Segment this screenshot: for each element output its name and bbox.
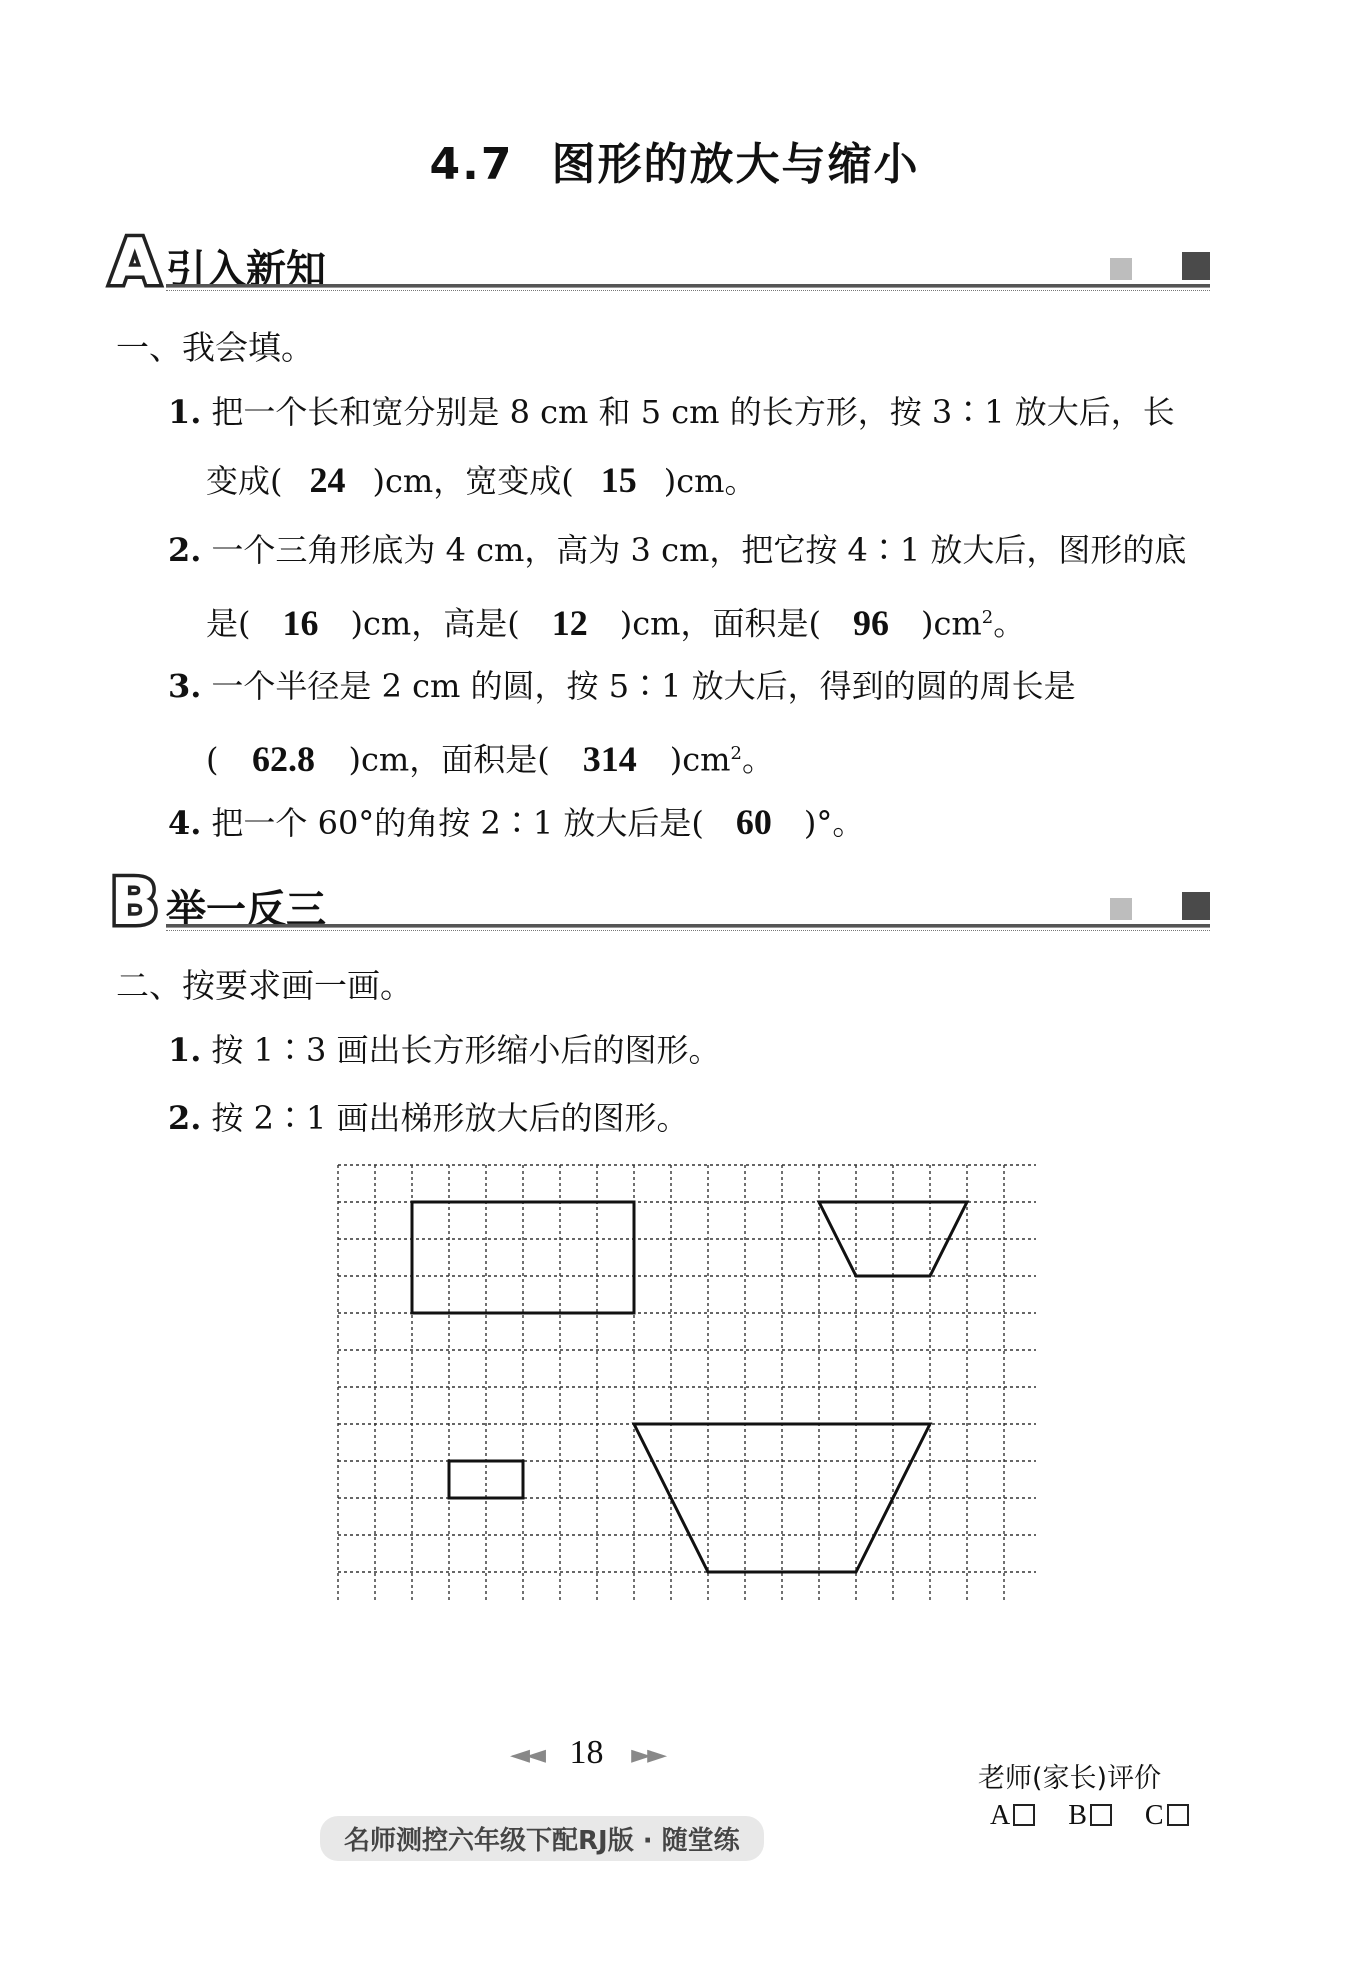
q1-mid: )cm，宽变成( <box>372 462 574 500</box>
page-title <box>0 128 1349 192</box>
eval-option-b-label: B <box>1068 1800 1087 1831</box>
q1-line2 <box>206 460 757 501</box>
q3-number: 3. <box>168 667 202 705</box>
eval-option-b-checkbox[interactable] <box>1090 1804 1112 1826</box>
q4-line1 <box>168 802 864 843</box>
section-a-header <box>110 228 1210 298</box>
q2-post: )cm <box>921 604 982 643</box>
grid-figure <box>336 1163 1036 1603</box>
section-b-square-dark <box>1182 892 1210 920</box>
section-a-letter: A <box>110 226 160 300</box>
section-a-label: 引入新知 <box>166 247 326 293</box>
q2-answer-base: 16 <box>282 602 319 643</box>
q1-line1 <box>168 392 1175 432</box>
q2-mid1: )cm，高是( <box>350 604 520 643</box>
q2-answer-height: 12 <box>551 602 588 643</box>
page-navigation <box>510 1734 663 1772</box>
eval-option-a[interactable] <box>990 1800 1035 1831</box>
q1-text: 把一个长和宽分别是 8 cm 和 5 cm 的长方形，按 3∶1 放大后，长 <box>211 393 1175 431</box>
part2-heading: 二、按要求画一画。 <box>116 966 413 1005</box>
q3-mid: )cm，面积是( <box>348 740 550 779</box>
q1-number: 1. <box>168 393 202 431</box>
section-b-square-light <box>1110 898 1132 920</box>
q2-line1 <box>168 530 1186 570</box>
q2-line2 <box>206 598 1025 644</box>
q4-answer-angle: 60 <box>735 802 772 842</box>
section-b-header <box>110 868 1210 938</box>
section-a-square-light <box>1110 258 1132 280</box>
title-number: 4.7 <box>429 139 514 190</box>
section-a-rule <box>166 284 1210 288</box>
part1-heading: 一、我会填。 <box>116 328 314 367</box>
part2-q1 <box>168 1030 720 1070</box>
eval-option-b[interactable] <box>1068 1800 1112 1831</box>
evaluation-options <box>990 1800 1215 1832</box>
next-arrows-icon: ►► <box>631 1740 664 1770</box>
part2-q2 <box>168 1098 688 1138</box>
q2-text: 一个三角形底为 4 cm，高为 3 cm，把它按 4∶1 放大后，图形的底 <box>211 531 1187 569</box>
q2-sup: 2 <box>981 607 994 628</box>
section-b-letter: B <box>110 866 159 940</box>
q3-answer-area: 314 <box>582 738 637 779</box>
q3-sup: 2 <box>730 743 742 764</box>
book-title: 名师测控六年级下配RJ版 · 随堂练 <box>320 1816 764 1861</box>
part2-q1-text: 按 1∶3 画出长方形缩小后的图形。 <box>211 1031 721 1069</box>
eval-option-a-checkbox[interactable] <box>1013 1804 1035 1826</box>
evaluation-title: 老师(家长)评价 <box>978 1763 1162 1794</box>
eval-option-c-checkbox[interactable] <box>1167 1804 1189 1826</box>
part2-q2-text: 按 2∶1 画出梯形放大后的图形。 <box>211 1099 689 1137</box>
q1-answer-width: 15 <box>600 460 637 500</box>
section-b-rule-dotted <box>166 930 1210 931</box>
q4-pre: 把一个 60°的角按 2∶1 放大后是( <box>211 804 704 842</box>
drawing-grid <box>336 1163 1036 1607</box>
q3-end: 。 <box>741 740 774 779</box>
q2-number: 2. <box>168 531 202 569</box>
eval-option-a-label: A <box>990 1800 1011 1831</box>
section-a-rule-dotted <box>166 290 1210 291</box>
q1-answer-length: 24 <box>309 460 346 500</box>
q3-line2 <box>206 734 774 780</box>
eval-option-c[interactable] <box>1145 1800 1189 1831</box>
q4-post: )°。 <box>803 804 865 842</box>
q2-end: 。 <box>993 604 1026 643</box>
q3-line1 <box>168 666 1076 706</box>
q3-answer-circumference: 62.8 <box>251 738 315 779</box>
q4-number: 4. <box>168 804 202 842</box>
q1-pre: 变成( <box>206 462 283 500</box>
section-b-label: 举一反三 <box>166 887 326 933</box>
q2-answer-area: 96 <box>853 602 889 643</box>
q3-pre: ( <box>206 740 219 779</box>
title-text: 图形的放大与缩小 <box>551 139 920 190</box>
q2-pre: 是( <box>206 604 251 643</box>
q2-mid2: )cm，面积是( <box>619 604 821 643</box>
eval-option-c-label: C <box>1144 1800 1164 1831</box>
q3-post: )cm <box>669 740 731 779</box>
section-a-square-dark <box>1182 252 1210 280</box>
prev-arrows-icon: ◄◄ <box>510 1740 542 1770</box>
page-number: 18 <box>569 1734 604 1771</box>
part2-q2-number: 2. <box>168 1099 202 1137</box>
section-b-rule <box>166 924 1210 928</box>
part2-q1-number: 1. <box>168 1031 202 1069</box>
q3-text: 一个半径是 2 cm 的圆，按 5∶1 放大后，得到的圆的周长是 <box>211 667 1076 705</box>
q1-post: )cm。 <box>663 462 757 500</box>
